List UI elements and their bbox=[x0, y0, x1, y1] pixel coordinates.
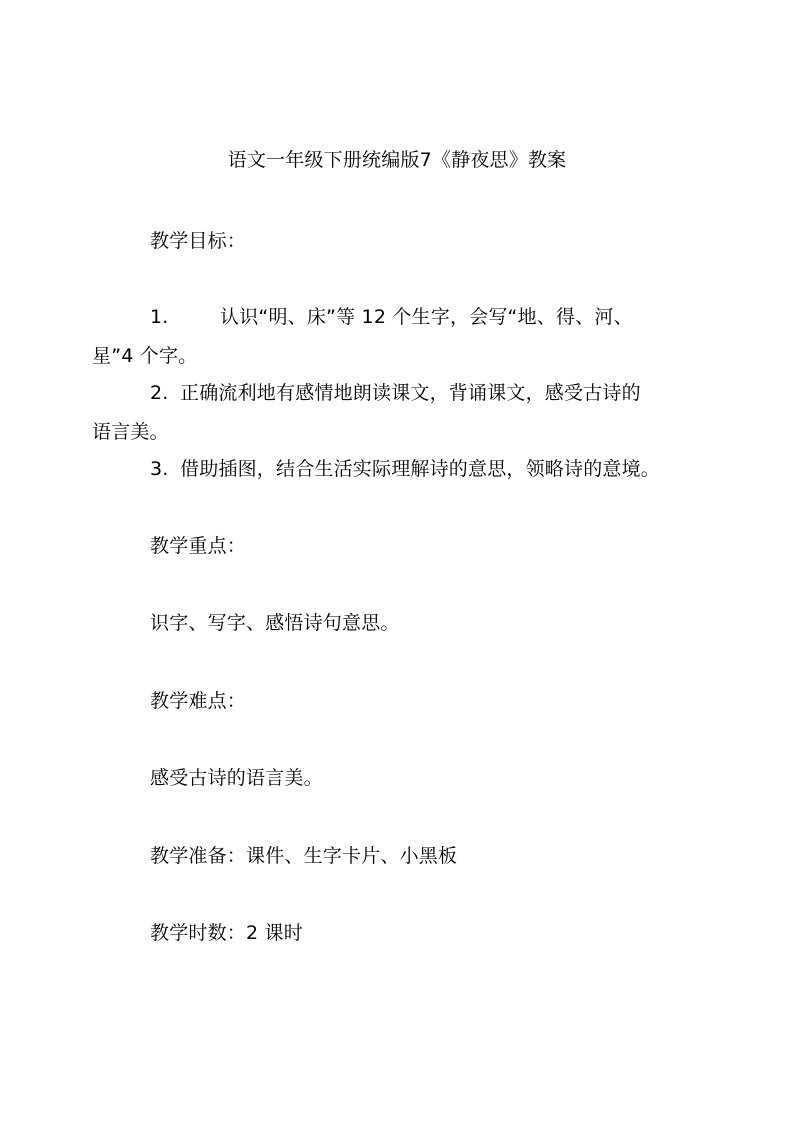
document-title: 语文一年级下册统编版7《静夜思》教案 bbox=[227, 149, 567, 171]
difficulty-heading: 教学难点： bbox=[150, 690, 247, 712]
objective-2-text-line1: 正确流利地有感情地朗读课文，背诵课文，感受古诗的 bbox=[180, 382, 641, 404]
preparation-text: 教学准备：课件、生字卡片、小黑板 bbox=[150, 845, 458, 867]
objective-2-text-line2: 语言美。 bbox=[92, 421, 169, 443]
objectives-heading: 教学目标： bbox=[150, 230, 247, 252]
duration-text: 教学时数：2 课时 bbox=[150, 922, 303, 944]
key-points-text: 识字、写字、感悟诗句意思。 bbox=[150, 612, 400, 634]
difficulty-text: 感受古诗的语言美。 bbox=[150, 767, 323, 789]
objective-3-text-line1: 借助插图，结合生活实际理解诗的意思，领略诗的意境。 bbox=[180, 458, 661, 480]
objective-3-number: 3. bbox=[150, 458, 169, 480]
objective-1-text-line1: 认识“明、床”等 12 个生字，会写“地、得、河、 bbox=[220, 306, 633, 328]
objective-1-text-line2: 星”4 个字。 bbox=[92, 345, 198, 367]
objective-2-number: 2. bbox=[150, 382, 169, 404]
objective-1-number: 1. bbox=[150, 306, 169, 328]
key-points-heading: 教学重点： bbox=[150, 535, 247, 557]
